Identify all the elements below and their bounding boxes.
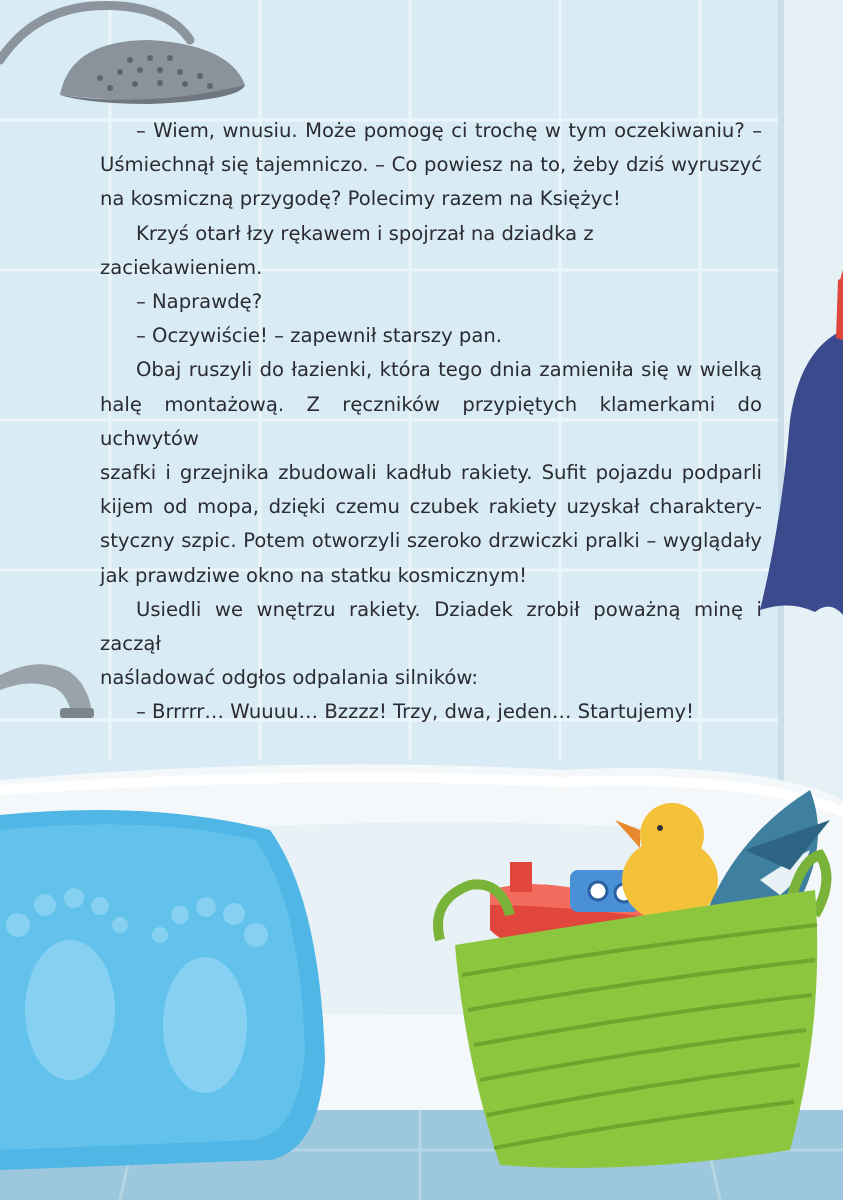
line-p5-5: styczny szpic. Potem otworzyli szeroko drzwiczki pralki – wyglądały bbox=[100, 529, 762, 553]
paragraph-7: – Brrrrr… Wuuuu… Bzzzz! Trzy, dwa, jeden… Startujemy! bbox=[136, 700, 694, 724]
paragraph-4: – Oczywiście! – zapewnił starszy pan. bbox=[136, 324, 502, 348]
line-p5-3: szafki i grzejnika zbudowali kadłub rakiety. Sufit pojazdu podparli bbox=[100, 461, 762, 485]
line-p5-6: jak prawdziwe okno na statku kosmicznym! bbox=[100, 563, 528, 587]
line-p5-4: kijem od mopa, dzięki czemu czubek rakiety uzyskał charaktery- bbox=[100, 495, 762, 519]
line-p1-2: Uśmiechnął się tajemniczo. – Co powiesz na to, żeby dziś wyruszyć bbox=[100, 153, 762, 177]
line-p6-1: Usiedli we wnętrzu rakiety. Dziadek zrobił poważną minę i zaczął bbox=[100, 597, 762, 656]
line-p5-1: Obaj ruszyli do łazienki, która tego dnia zamieniła się w wielką bbox=[136, 358, 762, 382]
line-p1-1: – Wiem, wnusiu. Może pomogę ci trochę w tym oczekiwaniu? – bbox=[136, 119, 762, 142]
story-text bbox=[100, 114, 762, 730]
bath-mat bbox=[0, 810, 325, 1170]
line-p5-2: halę montażową. Z ręczników przypiętych klamerkami do uchwytów bbox=[100, 392, 762, 450]
line-p6-2: naśladować odgłos odpalania silników: bbox=[100, 666, 478, 690]
paragraph-2: Krzyś otarł łzy rękawem i spojrzał na dziadka z zaciekawieniem. bbox=[100, 221, 594, 279]
paragraph-3: – Naprawdę? bbox=[136, 290, 263, 314]
line-p1-3: na kosmiczną przygodę? Polecimy razem na Księżyc! bbox=[100, 187, 621, 211]
